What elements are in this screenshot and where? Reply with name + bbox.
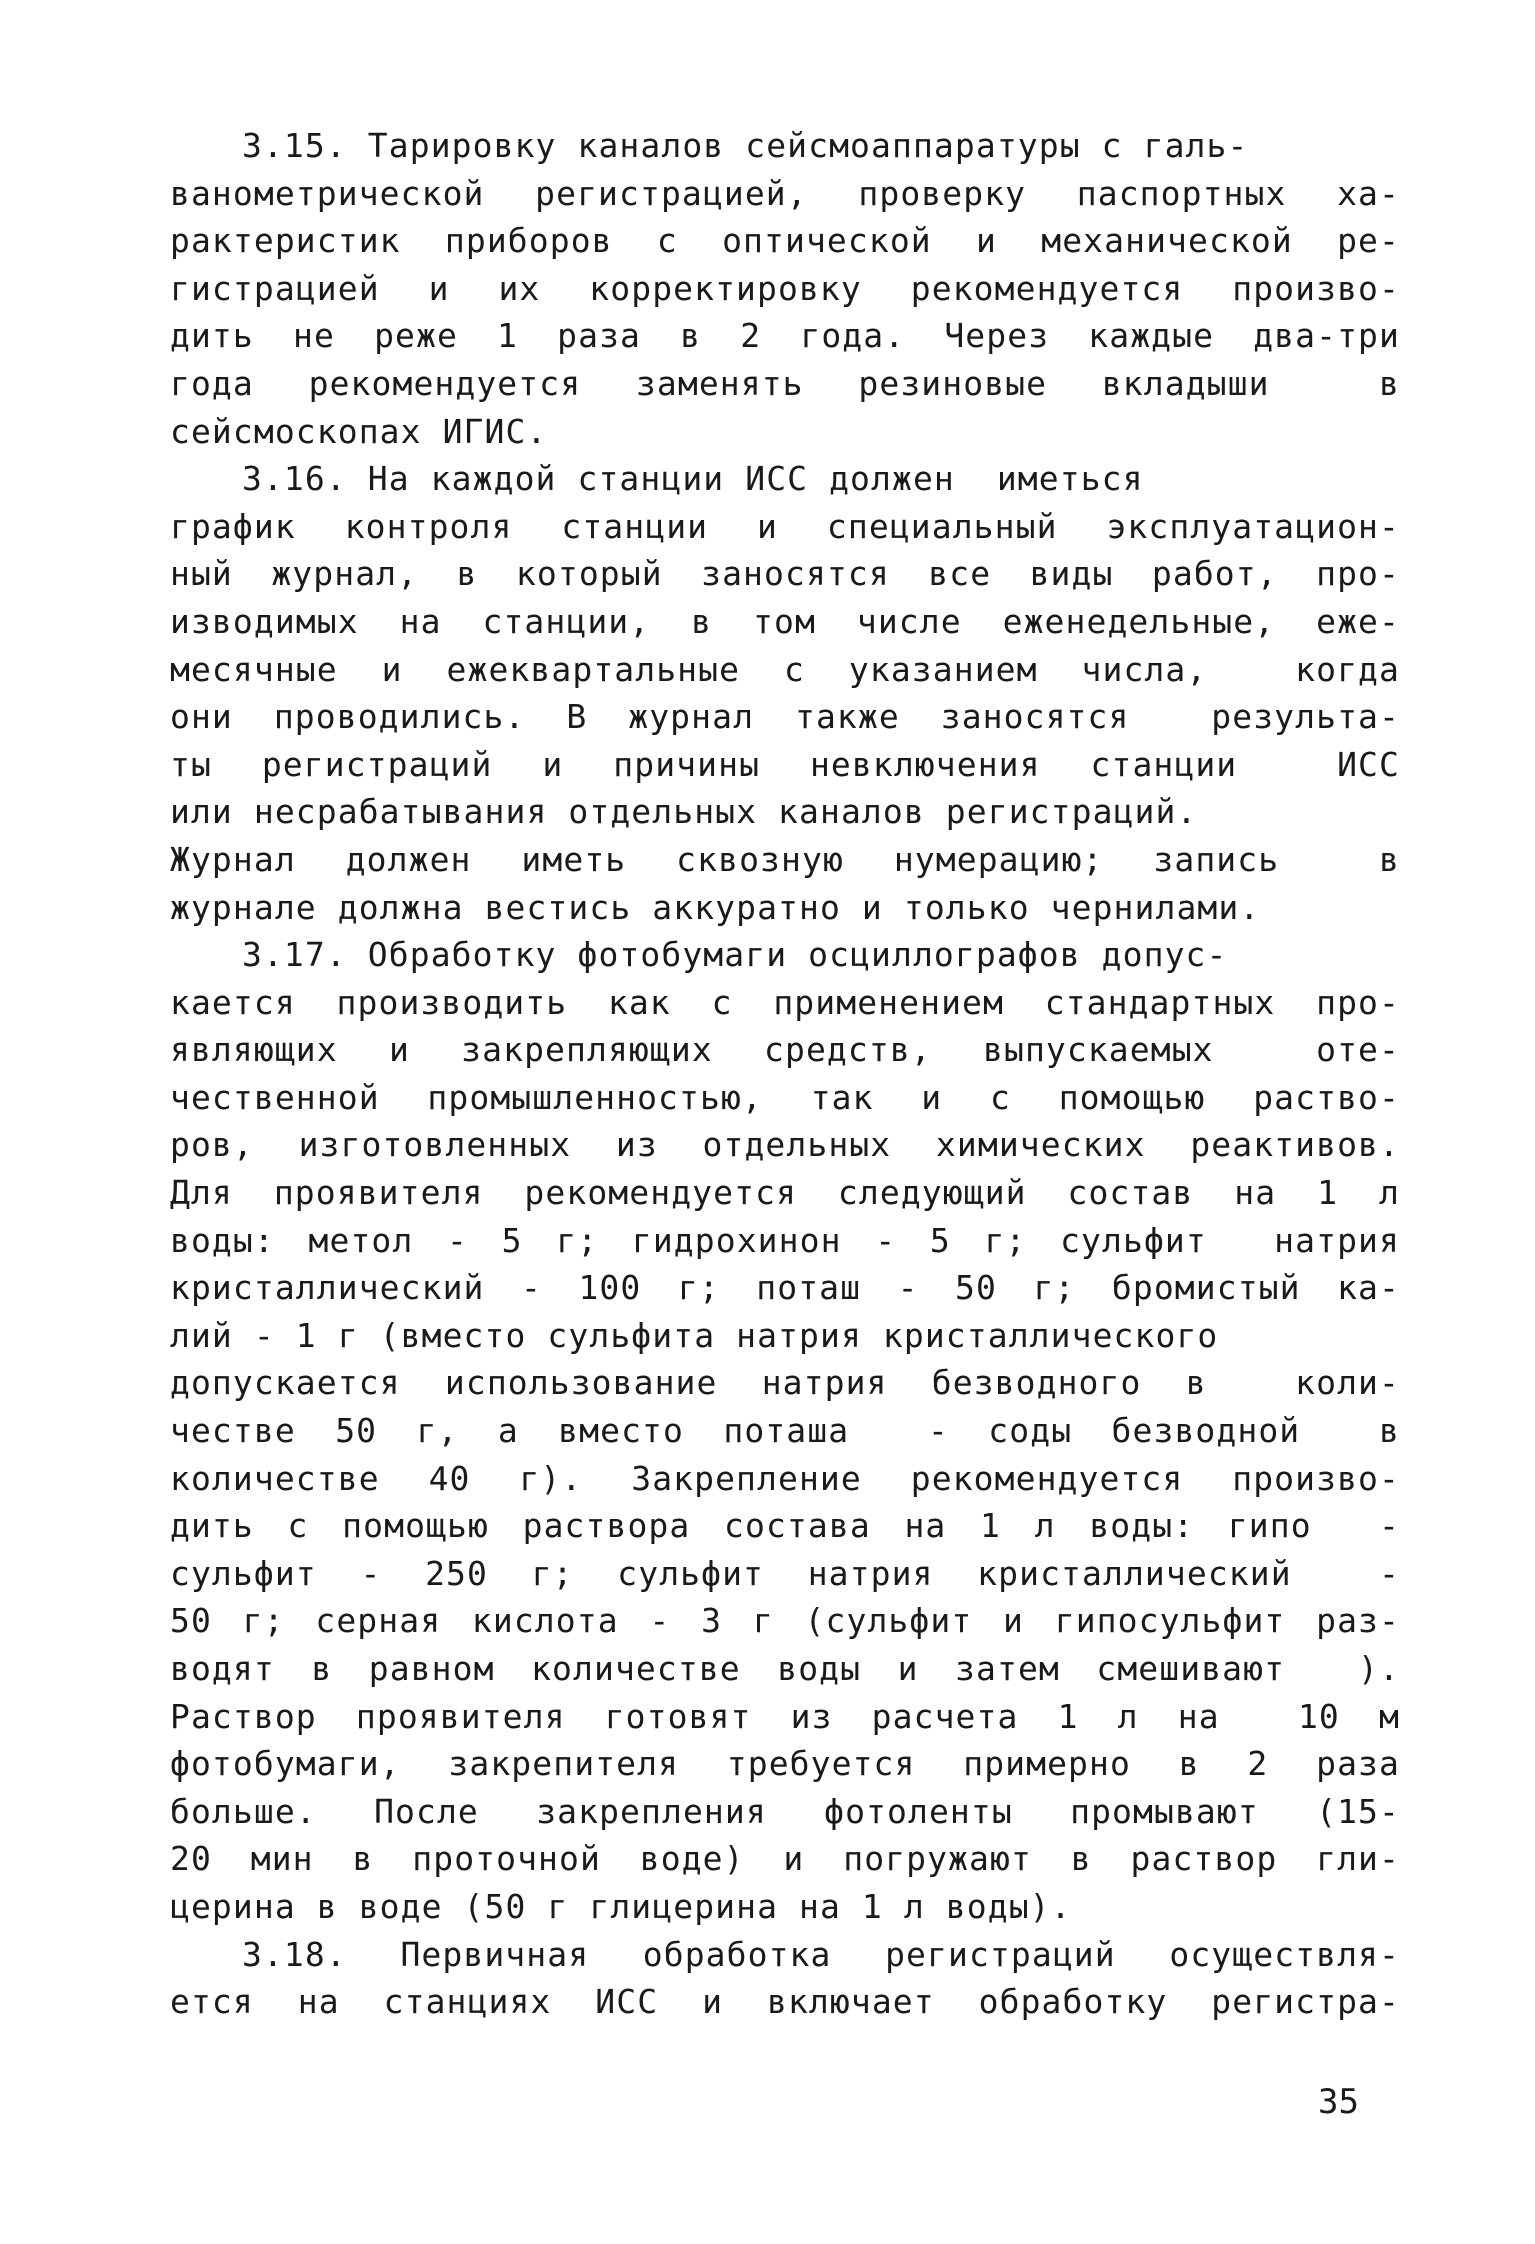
text-line: чественной промышленностью, так и с помощью раство- bbox=[170, 1077, 1400, 1117]
text-line: Журнал должен иметь сквозную нумерацию; запись в bbox=[170, 839, 1400, 879]
text-line: изводимых на станции, в том числе еженедельные, еже- bbox=[170, 601, 1400, 641]
text-line: Раствор проявителя готовят из расчета 1 л на 10 м bbox=[170, 1696, 1400, 1736]
text-line: гистрацией и их корректировку рекомендуется произво- bbox=[170, 268, 1400, 308]
text-line: дить с помощью раствора состава на 1 л воды: гипо - bbox=[170, 1506, 1400, 1546]
text-line: честве 50 г, а вместо поташа - соды безводной в bbox=[170, 1411, 1400, 1451]
text-line: ванометрической регистрацией, проверку паспортных ха- bbox=[170, 173, 1400, 213]
text-line: Для проявителя рекомендуется следующий состав на 1 л bbox=[170, 1173, 1400, 1213]
text-line: кристаллический - 100 г; поташ - 50 г; бромистый ка- bbox=[170, 1268, 1400, 1308]
text-line: количестве 40 г). Закрепление рекомендуется произво- bbox=[170, 1458, 1400, 1498]
page-number: 35 bbox=[1318, 2082, 1359, 2122]
text-line: 3.17. Обработку фотобумаги осциллографов допус- bbox=[242, 935, 1228, 975]
text-line: дить не реже 1 раза в 2 года. Через каждые два-три bbox=[170, 316, 1400, 356]
text-line: года рекомендуется заменять резиновые вкладыши в bbox=[170, 363, 1400, 403]
text-line: допускается использование натрия безводного в коли- bbox=[170, 1363, 1400, 1403]
text-line: воды: метол - 5 г; гидрохинон - 5 г; сульфит натрия bbox=[170, 1220, 1400, 1260]
text-line: больше. После закрепления фотоленты промывают (15- bbox=[170, 1791, 1400, 1831]
text-line: рактеристик приборов с оптической и механической ре- bbox=[170, 221, 1400, 261]
text-line: водят в равном количестве воды и затем смешивают ). bbox=[170, 1649, 1400, 1688]
text-line: церина в воде (50 г глицерина на 1 л воды). bbox=[170, 1886, 1072, 1926]
text-line: 3.15. Тарировку каналов сейсмоаппаратуры с галь- bbox=[242, 126, 1249, 165]
text-line: ты регистраций и причины невключения станции ИСС bbox=[170, 744, 1400, 784]
text-line: 3.18. Первичная обработка регистраций осуществля- bbox=[242, 1934, 1400, 1974]
text-line: журнале должна вестись аккуратно и только чернилами. bbox=[170, 887, 1261, 927]
text-line: 3.16. На каждой станции ИСС должен иметься bbox=[242, 459, 1144, 499]
text-line: сейсмоскопах ИГИС. bbox=[170, 411, 548, 451]
text-line: кается производить как с применением стандартных про- bbox=[170, 982, 1400, 1022]
text-line: 20 мин в проточной воде) и погружают в раствор гли- bbox=[170, 1839, 1400, 1879]
text-line: или несрабатывания отдельных каналов регистраций. bbox=[170, 792, 1198, 832]
text-line: являющих и закрепляющих средств, выпускаемых оте- bbox=[170, 1030, 1400, 1070]
text-line: ется на станциях ИСС и включает обработку регистра- bbox=[170, 1982, 1400, 2022]
text-line: фотобумаги, закрепителя требуется примерно в 2 раза bbox=[170, 1744, 1400, 1784]
text-line: лий - 1 г (вместо сульфита натрия кристаллического bbox=[170, 1315, 1219, 1355]
text-line: ров, изготовленных из отдельных химических реактивов. bbox=[170, 1125, 1400, 1165]
text-line: график контроля станции и специальный эксплуатацион- bbox=[170, 506, 1400, 546]
text-line: 50 г; серная кислота - 3 г (сульфит и гипосульфит раз- bbox=[170, 1601, 1400, 1641]
text-line: месячные и ежеквартальные с указанием числа, когда bbox=[170, 649, 1400, 689]
text-line: они проводились. В журнал также заносятся результа- bbox=[170, 697, 1400, 737]
text-line: сульфит - 250 г; сульфит натрия кристаллический - bbox=[170, 1553, 1400, 1593]
body-text bbox=[170, 122, 1400, 2026]
text-line: ный журнал, в который заносятся все виды работ, про- bbox=[170, 554, 1400, 594]
